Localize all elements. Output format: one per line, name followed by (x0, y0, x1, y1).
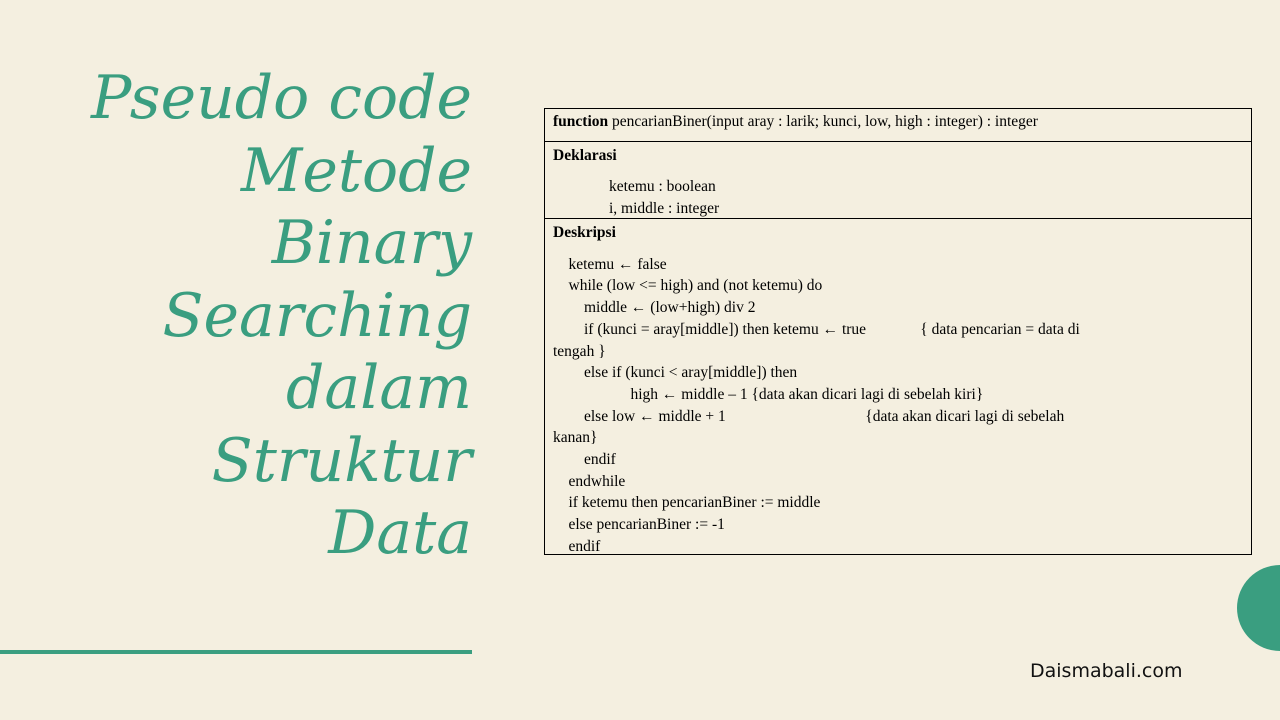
function-signature: pencarianBiner(input aray : larik; kunci, low, high : integer) : integer (608, 113, 1038, 130)
code-line: endwhile (553, 472, 626, 490)
code-line: endif (553, 537, 601, 555)
function-signature-line (553, 111, 1243, 133)
slide-title (12, 62, 472, 570)
function-keyword: function (553, 113, 609, 130)
function-section (545, 109, 1251, 142)
title-line: Struktur (211, 425, 472, 496)
footer-website: Daismabali.com (1030, 660, 1183, 682)
declaration-section (545, 142, 1251, 219)
declaration-line: i, middle : integer (609, 199, 720, 217)
title-line: Metode (240, 135, 472, 206)
code-line: if (kunci = aray[middle]) then ketemu ← true { data pencarian = data di (553, 320, 1080, 338)
declaration-heading: Deklarasi (553, 147, 617, 164)
code-line: else low ← middle + 1 {data akan dicari lagi di sebelah (553, 407, 1065, 425)
description-section (545, 219, 1251, 558)
code-line: else if (kunci < aray[middle]) then (553, 364, 798, 382)
code-line: endif (553, 451, 616, 469)
description-heading: Deskripsi (553, 224, 616, 241)
title-line: Data (328, 498, 472, 568)
accent-circle (1237, 565, 1280, 651)
title-line: Searching (162, 280, 472, 351)
code-line: while (low <= high) and (not ketemu) do (553, 277, 823, 295)
title-line: Pseudo code (91, 63, 472, 133)
title-line: Binary (271, 208, 472, 278)
code-line: tengah } (553, 342, 606, 360)
code-line: high ← middle – 1 {data akan dicari lagi di sebelah kiri} (553, 385, 984, 403)
title-line: dalam (285, 353, 472, 423)
code-line: ketemu ← false (553, 255, 667, 273)
code-line: else pencarianBiner := -1 (553, 516, 725, 534)
pseudocode-table (544, 108, 1252, 555)
code-line: if ketemu then pencarianBiner := middle (553, 494, 821, 512)
code-line: kanan} (553, 429, 598, 447)
declaration-line: ketemu : boolean (609, 177, 716, 195)
code-line: middle ← (low+high) div 2 (553, 299, 756, 317)
title-underline (0, 650, 472, 654)
